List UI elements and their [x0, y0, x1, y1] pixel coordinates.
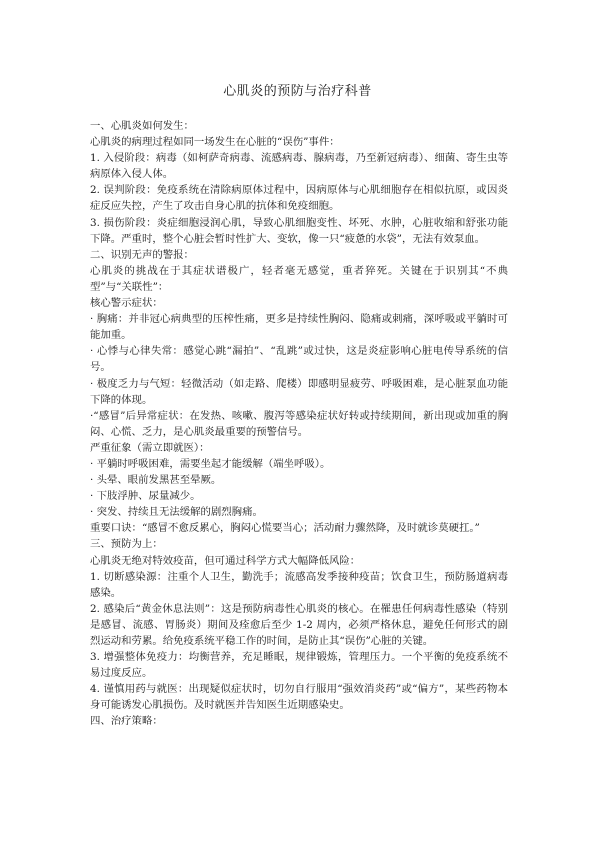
paragraph: 4. 谨慎用药与就医：出现疑似症状时，切勿自行服用“强效消炎药”或“偏方”，某些药物本身可能诱发心肌损伤。及时就医并告知医生近期感染史。	[90, 683, 508, 712]
paragraph: 核心警示症状：	[90, 297, 163, 310]
paragraph: 2. 误判阶段：免疫系统在清除病原体过程中，因病原体与心肌细胞存在相似抗原，或因炎症反应失控，产生了攻击自身心肌的抗体和免疫细胞。	[90, 184, 508, 213]
paragraph: · 平躺时呼吸困难，需要坐起才能缓解（端坐呼吸）。	[90, 457, 331, 470]
paragraph: 心肌炎的挑战在于其症状谱极广，轻者毫无感觉，重者猝死。关键在于识别其“不典型”与“关联性”：	[90, 264, 508, 293]
paragraph: · 极度乏力与气短：轻微活动（如走路、爬楼）即感明显疲劳、呼吸困难，是心脏泵血功能下降的体现。	[90, 377, 508, 406]
paragraph: · 胸痛：并非冠心病典型的压榨性痛，更多是持续性胸闷、隐痛或刺痛，深呼吸或平躺时可能加重。	[90, 313, 508, 342]
page-title: 心肌炎的预防与治疗科普	[223, 84, 372, 99]
paragraph: 3. 增强整体免疫力：均衡营养，充足睡眠，规律锻炼，管理压力。一个平衡的免疫系统不易过度反应。	[90, 651, 508, 680]
paragraph: 严重征象（需立即就医）：	[90, 441, 210, 454]
paragraph: · 下肢浮肿、尿量减少。	[90, 490, 201, 503]
paragraph: 重要口诀：“感冒不愈反累心，胸闷心慌要当心；活动耐力骤然降，及时就诊莫硬扛。”	[90, 522, 480, 535]
paragraph: 四、治疗策略：	[90, 715, 163, 728]
paragraph: ·“感冒”后异常症状：在发热、咳嗽、腹泻等感染症状好转或持续期间，新出现或加重的胸闷、心慌、乏力，是心肌炎最重要的预警信号。	[90, 409, 508, 438]
paragraph: 心肌炎无绝对特效疫苗，但可通过科学方式大幅降低风险：	[90, 554, 361, 567]
paragraph: 3. 损伤阶段：炎症细胞浸润心肌，导致心肌细胞变性、坏死、水肿，心脏收缩和舒张功能下降。严重时，整个心脏会暂时性扩大、变软，像一只“疲惫的水袋”，无法有效泵血。	[90, 216, 508, 245]
paragraph: 心肌炎的病理过程如同一场发生在心脏的“误伤”事件：	[90, 136, 340, 149]
paragraph: · 头晕、眼前发黑甚至晕厥。	[90, 474, 222, 487]
paragraph: 1. 入侵阶段：病毒（如柯萨奇病毒、流感病毒、腺病毒，乃至新冠病毒）、细菌、寄生虫等病原体入侵人体。	[90, 152, 508, 181]
paragraph: 二、识别无声的警报：	[90, 248, 194, 261]
paragraph: · 心悸与心律失常：感觉心跳“漏拍”、“乱跳”或过快，这是炎症影响心脏电传导系统的信号。	[90, 345, 508, 374]
paragraph: 1. 切断感染源：注重个人卫生，勤洗手；流感高发季接种疫苗；饮食卫生，预防肠道病毒感染。	[90, 570, 508, 599]
document-body	[90, 118, 508, 730]
paragraph: 2. 感染后“黄金休息法则”：这是预防病毒性心肌炎的核心。在罹患任何病毒性感染（特别是感冒、流感、胃肠炎）期间及痊愈后至少 1-2 周内，必须严格休息，避免任何形式的剧烈运动和劳累。给免疫系统平稳工作的时间，是防止其“误伤”心脏的关键。	[90, 602, 508, 647]
paragraph: 一、心肌炎如何发生：	[90, 120, 194, 132]
paragraph: · 突发、持续且无法缓解的剧烈胸痛。	[90, 506, 263, 519]
paragraph: 三、预防为上：	[90, 538, 163, 551]
